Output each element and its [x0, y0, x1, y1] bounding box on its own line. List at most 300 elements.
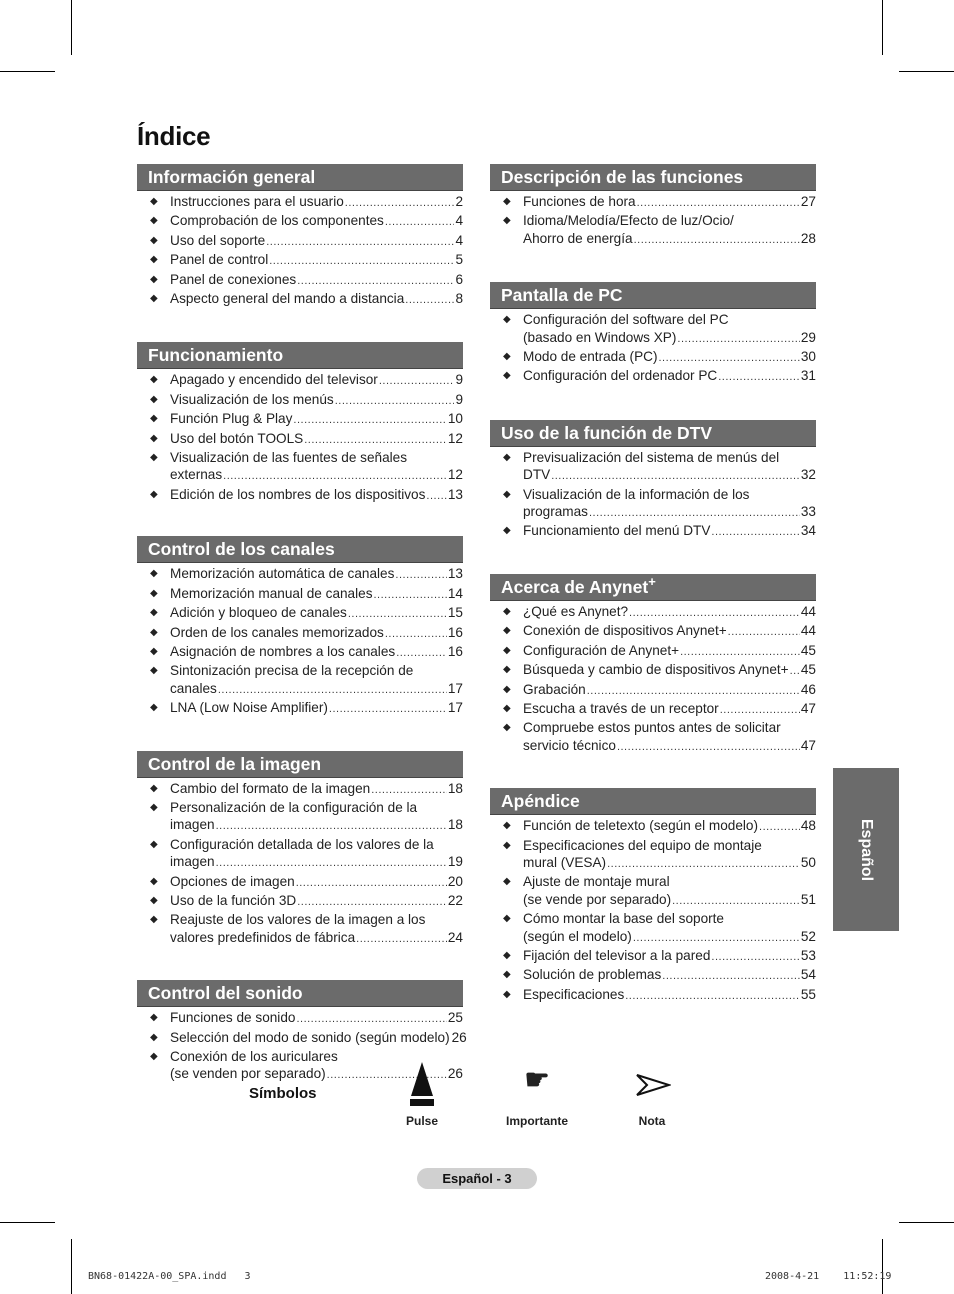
toc-entry-line	[523, 193, 816, 212]
toc-page-number: 14	[447, 585, 463, 601]
toc-entry[interactable]	[137, 251, 463, 270]
page-title: Índice	[137, 121, 211, 151]
toc-page-number: 10	[447, 411, 463, 427]
toc-entry-text: valores predefinidos de fábrica	[170, 929, 356, 945]
toc-entry[interactable]	[490, 212, 816, 249]
toc-page-number: 51	[800, 891, 816, 907]
dot-leader	[680, 644, 800, 661]
toc-entry[interactable]	[137, 604, 463, 623]
section-heading	[490, 574, 816, 601]
dot-leader	[405, 292, 454, 309]
dot-leader	[371, 782, 447, 799]
diamond-bullet-icon: ◆	[150, 838, 158, 850]
diamond-bullet-icon: ◆	[150, 568, 158, 580]
diamond-bullet-icon: ◆	[150, 234, 158, 246]
toc-page-number: 29	[800, 329, 816, 345]
toc-entry-line	[170, 486, 463, 505]
diamond-bullet-icon: ◆	[150, 782, 158, 794]
pointing-hand-icon: ☛	[524, 1064, 550, 1095]
toc-entry[interactable]	[490, 966, 816, 985]
dot-leader	[356, 931, 447, 948]
toc-page-number: 50	[800, 854, 816, 870]
toc-entry[interactable]	[137, 449, 463, 486]
diamond-bullet-icon: ◆	[503, 913, 511, 925]
section-heading-sup: +	[648, 574, 656, 590]
diamond-bullet-icon: ◆	[150, 702, 158, 714]
dot-leader	[711, 949, 799, 966]
crop-mark	[899, 71, 954, 72]
dot-leader	[633, 930, 800, 947]
toc-list	[137, 369, 463, 505]
dot-leader	[625, 988, 800, 1005]
diamond-bullet-icon: ◆	[150, 452, 158, 464]
toc-entry-text: Configuración de Anynet+	[523, 642, 680, 658]
toc-entry-line	[523, 928, 816, 947]
toc-entry-line	[170, 585, 463, 604]
toc-entry[interactable]	[490, 837, 816, 874]
diamond-bullet-icon: ◆	[503, 839, 511, 851]
dot-leader	[296, 1011, 446, 1028]
diamond-bullet-icon: ◆	[503, 722, 511, 734]
toc-entry-line	[523, 329, 816, 348]
toc-entry-text: Personalización de la configuración de la	[170, 799, 418, 815]
dot-leader	[293, 412, 446, 429]
toc-entry[interactable]	[137, 836, 463, 873]
toc-page-number: 54	[800, 967, 816, 983]
toc-list	[490, 601, 816, 756]
toc-entry-line	[523, 737, 816, 756]
toc-entry-line	[170, 680, 463, 699]
toc-entry-text: Escucha a través de un receptor	[523, 700, 719, 716]
toc-entry-line	[170, 271, 463, 290]
toc-page-number: 13	[447, 486, 463, 502]
toc-entry-text: Idioma/Melodía/Efecto de luz/Ocio/	[523, 213, 734, 229]
toc-entry-line	[170, 780, 463, 799]
section-heading-text: Información general	[148, 167, 316, 187]
language-side-tab	[833, 768, 899, 931]
toc-entry[interactable]	[490, 486, 816, 523]
diamond-bullet-icon: ◆	[503, 988, 511, 1000]
toc-entry-text: Uso del botón TOOLS	[170, 430, 304, 446]
toc-entry-line	[523, 891, 816, 910]
page-number-footer: Español - 3	[417, 1168, 537, 1189]
dot-leader	[296, 875, 447, 892]
toc-entry-line	[170, 565, 463, 584]
toc-entry[interactable]	[490, 681, 816, 700]
dot-leader	[385, 214, 455, 231]
dot-leader	[335, 393, 455, 410]
diamond-bullet-icon: ◆	[150, 1031, 158, 1043]
section-heading	[137, 342, 463, 369]
press-icon	[407, 1060, 437, 1108]
diamond-bullet-icon: ◆	[503, 876, 511, 888]
diamond-bullet-icon: ◆	[503, 969, 511, 981]
toc-entry[interactable]	[137, 271, 463, 290]
arrowhead-icon	[635, 1073, 671, 1097]
toc-page-number: 9	[455, 391, 463, 407]
toc-entry-line	[523, 522, 816, 541]
toc-entry-line	[170, 449, 463, 466]
toc-page-number: 18	[447, 780, 463, 796]
diamond-bullet-icon: ◆	[503, 525, 511, 537]
toc-entry-text: (se venden por separado)	[170, 1066, 326, 1082]
toc-entry[interactable]	[137, 624, 463, 643]
toc-entry-text: Compruebe estos puntos antes de solicitar	[523, 720, 781, 736]
toc-page-number: 13	[447, 566, 463, 582]
toc-entry-line	[523, 837, 816, 854]
toc-entry[interactable]	[137, 662, 463, 699]
toc-page-number: 16	[447, 643, 463, 659]
dot-leader	[587, 683, 800, 700]
toc-entry[interactable]	[137, 391, 463, 410]
dot-leader	[672, 893, 800, 910]
diamond-bullet-icon: ◆	[150, 1012, 158, 1024]
toc-entry-line	[523, 486, 816, 503]
dot-leader	[629, 605, 800, 622]
print-date: 2008-4-21	[765, 1271, 820, 1282]
toc-entry[interactable]	[137, 799, 463, 836]
dot-leader	[634, 232, 800, 249]
crop-mark	[899, 1222, 954, 1223]
toc-page-number: 2	[455, 194, 463, 209]
toc-entry-line	[170, 873, 463, 892]
toc-entry[interactable]	[490, 449, 816, 486]
toc-entry-text: Funciones de sonido	[170, 1010, 296, 1026]
toc-entry-text: Edición de los nombres de los dispositivos	[170, 486, 426, 502]
toc-entry[interactable]	[490, 367, 816, 386]
toc-entry-text: Especificaciones	[523, 986, 625, 1002]
toc-entry-text: Ajuste de montaje mural	[523, 874, 670, 890]
toc-entry-line	[170, 466, 463, 485]
toc-entry-text: LNA (Low Noise Amplifier)	[170, 700, 328, 716]
toc-entry[interactable]	[490, 311, 816, 348]
toc-entry-line	[523, 854, 816, 873]
toc-entry-text: Visualización de los menús	[170, 391, 334, 407]
toc-page-number: 45	[800, 642, 816, 658]
diamond-bullet-icon: ◆	[150, 665, 158, 677]
diamond-bullet-icon: ◆	[503, 820, 511, 832]
toc-entry[interactable]	[137, 780, 463, 799]
diamond-bullet-icon: ◆	[150, 587, 158, 599]
toc-entry[interactable]	[137, 699, 463, 718]
toc-entry-text: Solución de problemas	[523, 967, 662, 983]
toc-entry-text: Adición y bloqueo de canales	[170, 605, 347, 621]
toc-entry-line	[523, 947, 816, 966]
toc-left-column	[137, 164, 467, 1085]
diamond-bullet-icon: ◆	[503, 625, 511, 637]
toc-section	[137, 536, 463, 718]
toc-entry-line	[523, 212, 816, 229]
toc-entry-text: Configuración detallada de los valores de la	[170, 836, 434, 852]
toc-section	[137, 751, 463, 949]
toc-entry-line	[170, 836, 463, 853]
toc-section	[490, 788, 816, 1005]
dot-leader	[662, 968, 800, 985]
toc-entry-text: Sintonización precisa de la recepción de	[170, 663, 414, 679]
dot-leader	[374, 587, 447, 604]
toc-entry-text: Memorización manual de canales	[170, 585, 373, 601]
toc-entry-text: Apagado y encendido del televisor	[170, 372, 378, 388]
toc-entry-text: Reajuste de los valores de la imagen a los	[170, 912, 426, 928]
toc-entry-line	[170, 251, 463, 270]
print-time: 11:52:19	[843, 1271, 892, 1282]
section-heading	[490, 164, 816, 191]
dot-leader	[395, 567, 446, 584]
diamond-bullet-icon: ◆	[150, 413, 158, 425]
toc-entry-line	[170, 911, 463, 928]
toc-entry-line	[523, 817, 816, 836]
section-heading-text: Acerca de Anynet	[501, 576, 649, 597]
toc-entry-line	[523, 719, 816, 736]
diamond-bullet-icon: ◆	[150, 1051, 158, 1062]
toc-entry-line	[170, 193, 463, 212]
section-heading-text: Pantalla de PC	[501, 285, 623, 306]
toc-entry-text: Búsqueda y cambio de dispositivos Anynet+	[523, 662, 789, 678]
toc-entry-line	[170, 410, 463, 429]
toc-entry-text: Instrucciones para el usuario	[170, 194, 344, 209]
toc-entry[interactable]	[490, 817, 816, 836]
diamond-bullet-icon: ◆	[503, 215, 511, 227]
toc-entry[interactable]	[490, 642, 816, 661]
toc-entry-line	[170, 371, 463, 390]
symbol-pulse	[392, 1060, 452, 1130]
toc-entry-text: programas	[523, 504, 588, 520]
toc-section	[490, 164, 816, 249]
toc-entry[interactable]	[137, 371, 463, 390]
toc-page-number: 8	[455, 291, 463, 307]
toc-entry-line	[523, 466, 816, 485]
toc-section	[490, 282, 816, 387]
diamond-bullet-icon: ◆	[503, 949, 511, 961]
dot-leader	[396, 645, 447, 662]
crop-mark	[882, 1239, 883, 1294]
toc-entry[interactable]	[490, 661, 816, 680]
symbols-label: Símbolos	[249, 1085, 317, 1102]
toc-entry-text: Funciones de hora	[523, 194, 636, 209]
language-label: Español	[858, 818, 875, 881]
toc-entry-line	[170, 662, 463, 679]
toc-list	[137, 563, 463, 718]
toc-entry-line	[523, 503, 816, 522]
toc-list	[137, 191, 463, 309]
toc-entry[interactable]	[137, 911, 463, 948]
dot-leader	[659, 350, 800, 367]
toc-page-number: 47	[800, 737, 816, 753]
diamond-bullet-icon: ◆	[150, 801, 158, 813]
toc-page-number: 17	[447, 700, 463, 716]
toc-entry-text: externas	[170, 467, 223, 483]
toc-page-number: 44	[800, 603, 816, 619]
toc-entry[interactable]	[137, 486, 463, 505]
toc-page-number: 26	[447, 1066, 463, 1082]
toc-entry[interactable]	[490, 193, 816, 212]
toc-entry-line	[523, 700, 816, 719]
diamond-bullet-icon: ◆	[150, 196, 158, 207]
toc-entry[interactable]	[137, 212, 463, 231]
diamond-bullet-icon: ◆	[150, 488, 158, 500]
toc-entry[interactable]	[490, 522, 816, 541]
dot-leader	[218, 682, 447, 699]
toc-entry[interactable]	[137, 873, 463, 892]
toc-entry[interactable]	[490, 622, 816, 641]
toc-entry-text: Panel de control	[170, 252, 269, 268]
diamond-bullet-icon: ◆	[503, 451, 511, 463]
dot-leader	[718, 369, 800, 386]
toc-entry-line	[170, 624, 463, 643]
diamond-bullet-icon: ◆	[503, 351, 511, 363]
toc-page-number: 26	[451, 1029, 467, 1045]
toc-entry-text: Aspecto general del mando a distancia	[170, 291, 405, 307]
toc-entry-text: Previsualización del sistema de menús del	[523, 449, 780, 465]
toc-entry-text: Visualización de la información de los	[523, 486, 750, 502]
toc-entry-line	[523, 348, 816, 367]
diamond-bullet-icon: ◆	[503, 488, 511, 500]
toc-page-number: 34	[800, 523, 816, 539]
toc-entry[interactable]	[137, 643, 463, 662]
diamond-bullet-icon: ◆	[150, 215, 158, 227]
toc-entry-line	[170, 1009, 463, 1028]
dot-leader	[297, 273, 454, 290]
toc-page-number: 22	[447, 892, 463, 908]
toc-entry-line	[523, 367, 816, 386]
toc-entry[interactable]	[137, 232, 463, 251]
toc-entry[interactable]	[137, 410, 463, 429]
toc-entry[interactable]	[137, 193, 463, 212]
toc-entry-line	[523, 681, 816, 700]
toc-entry-text: (se vende por separado)	[523, 891, 672, 907]
diamond-bullet-icon: ◆	[150, 432, 158, 444]
section-heading-text: Apéndice	[501, 791, 580, 812]
toc-entry[interactable]	[137, 565, 463, 584]
crop-mark	[882, 0, 883, 55]
toc-page-number: 27	[800, 194, 816, 209]
toc-list	[490, 191, 816, 249]
toc-page-number: 31	[800, 368, 816, 384]
section-heading	[490, 420, 816, 447]
toc-entry-text: Fijación del televisor a la pared	[523, 947, 711, 963]
dot-leader	[216, 855, 447, 872]
toc-page-number: 12	[447, 430, 463, 446]
toc-entry[interactable]	[490, 603, 816, 622]
diamond-bullet-icon: ◆	[503, 605, 511, 617]
toc-entry-line	[170, 290, 463, 309]
dot-leader	[711, 524, 799, 541]
dot-leader	[216, 818, 447, 835]
toc-entry-line	[170, 232, 463, 251]
diamond-bullet-icon: ◆	[150, 914, 158, 926]
crop-mark	[71, 0, 72, 55]
toc-entry-line	[170, 799, 463, 816]
diamond-bullet-icon: ◆	[503, 683, 511, 695]
toc-entry[interactable]	[490, 700, 816, 719]
toc-entry[interactable]	[490, 719, 816, 756]
diamond-bullet-icon: ◆	[503, 664, 511, 676]
toc-entry-line	[170, 929, 463, 948]
toc-section	[137, 342, 463, 505]
toc-page-number: 48	[800, 818, 816, 834]
toc-entry-text: Configuración del software del PC	[523, 312, 729, 328]
symbol-nota	[622, 1060, 682, 1130]
print-timestamp	[765, 1271, 891, 1282]
dot-leader	[426, 488, 446, 505]
toc-entry-text: Panel de conexiones	[170, 271, 297, 287]
toc-entry[interactable]	[137, 892, 463, 911]
toc-entry-text: Modo de entrada (PC)	[523, 349, 658, 365]
dot-leader	[266, 234, 454, 251]
dot-leader	[304, 432, 447, 449]
toc-entry[interactable]	[137, 585, 463, 604]
toc-entry-line	[170, 853, 463, 872]
section-heading	[137, 164, 463, 191]
diamond-bullet-icon: ◆	[503, 314, 511, 326]
toc-page-number: 18	[447, 817, 463, 833]
toc-entry-line	[523, 603, 816, 622]
crop-mark	[71, 1239, 72, 1294]
toc-entry-text: Comprobación de los componentes	[170, 213, 384, 229]
toc-entry-text: imagen	[170, 854, 215, 870]
symbol-importante	[497, 1060, 577, 1130]
toc-entry-text: servicio técnico	[523, 737, 616, 753]
toc-entry-text: Uso de la función 3D	[170, 892, 297, 908]
toc-entry[interactable]	[490, 910, 816, 947]
symbol-importante-label: Importante	[505, 1114, 568, 1128]
toc-entry-text: Configuración del ordenador PC	[523, 368, 718, 384]
toc-entry[interactable]	[490, 348, 816, 367]
toc-page-number: 12	[447, 467, 463, 483]
toc-entry-text: Función de teletexto (según el modelo)	[523, 818, 759, 834]
toc-entry-line	[523, 230, 816, 249]
toc-entry[interactable]	[137, 1029, 467, 1048]
section-heading	[490, 282, 816, 309]
dot-leader	[345, 195, 455, 212]
toc-entry-line	[170, 430, 463, 449]
toc-page-number: 4	[455, 213, 463, 229]
toc-entry-text: Cambio del formato de la imagen	[170, 780, 371, 796]
toc-entry[interactable]	[490, 986, 816, 1005]
toc-entry[interactable]	[490, 947, 816, 966]
toc-list	[490, 447, 816, 542]
print-file-info: BN68-01422A-00_SPA.indd 3	[88, 1271, 251, 1282]
toc-entry-line	[523, 873, 816, 890]
dot-leader	[589, 505, 800, 522]
toc-entry-text: Cómo montar la base del soporte	[523, 911, 724, 927]
dot-leader	[348, 606, 447, 623]
toc-page-number: 15	[447, 605, 463, 621]
toc-entry-line	[170, 391, 463, 410]
toc-entry[interactable]	[137, 1009, 463, 1028]
toc-entry[interactable]	[137, 430, 463, 449]
toc-entry[interactable]	[490, 873, 816, 910]
diamond-bullet-icon: ◆	[150, 293, 158, 305]
diamond-bullet-icon: ◆	[150, 374, 158, 386]
toc-page-number: 45	[800, 662, 816, 678]
section-heading	[137, 751, 463, 778]
toc-entry-text: Uso del soporte	[170, 232, 266, 248]
toc-list	[490, 815, 816, 1005]
section-heading	[137, 536, 463, 563]
dot-leader	[677, 331, 799, 348]
toc-page-number: 46	[800, 681, 816, 697]
crop-mark	[0, 71, 55, 72]
toc-entry[interactable]	[137, 290, 463, 309]
toc-entry-line	[523, 986, 816, 1005]
dot-leader	[637, 195, 800, 212]
toc-right-column	[490, 164, 816, 1005]
diamond-bullet-icon: ◆	[150, 273, 158, 285]
toc-entry-line	[170, 212, 463, 231]
dot-leader	[385, 626, 447, 643]
toc-entry-text: Conexión de dispositivos Anynet+	[523, 623, 727, 639]
